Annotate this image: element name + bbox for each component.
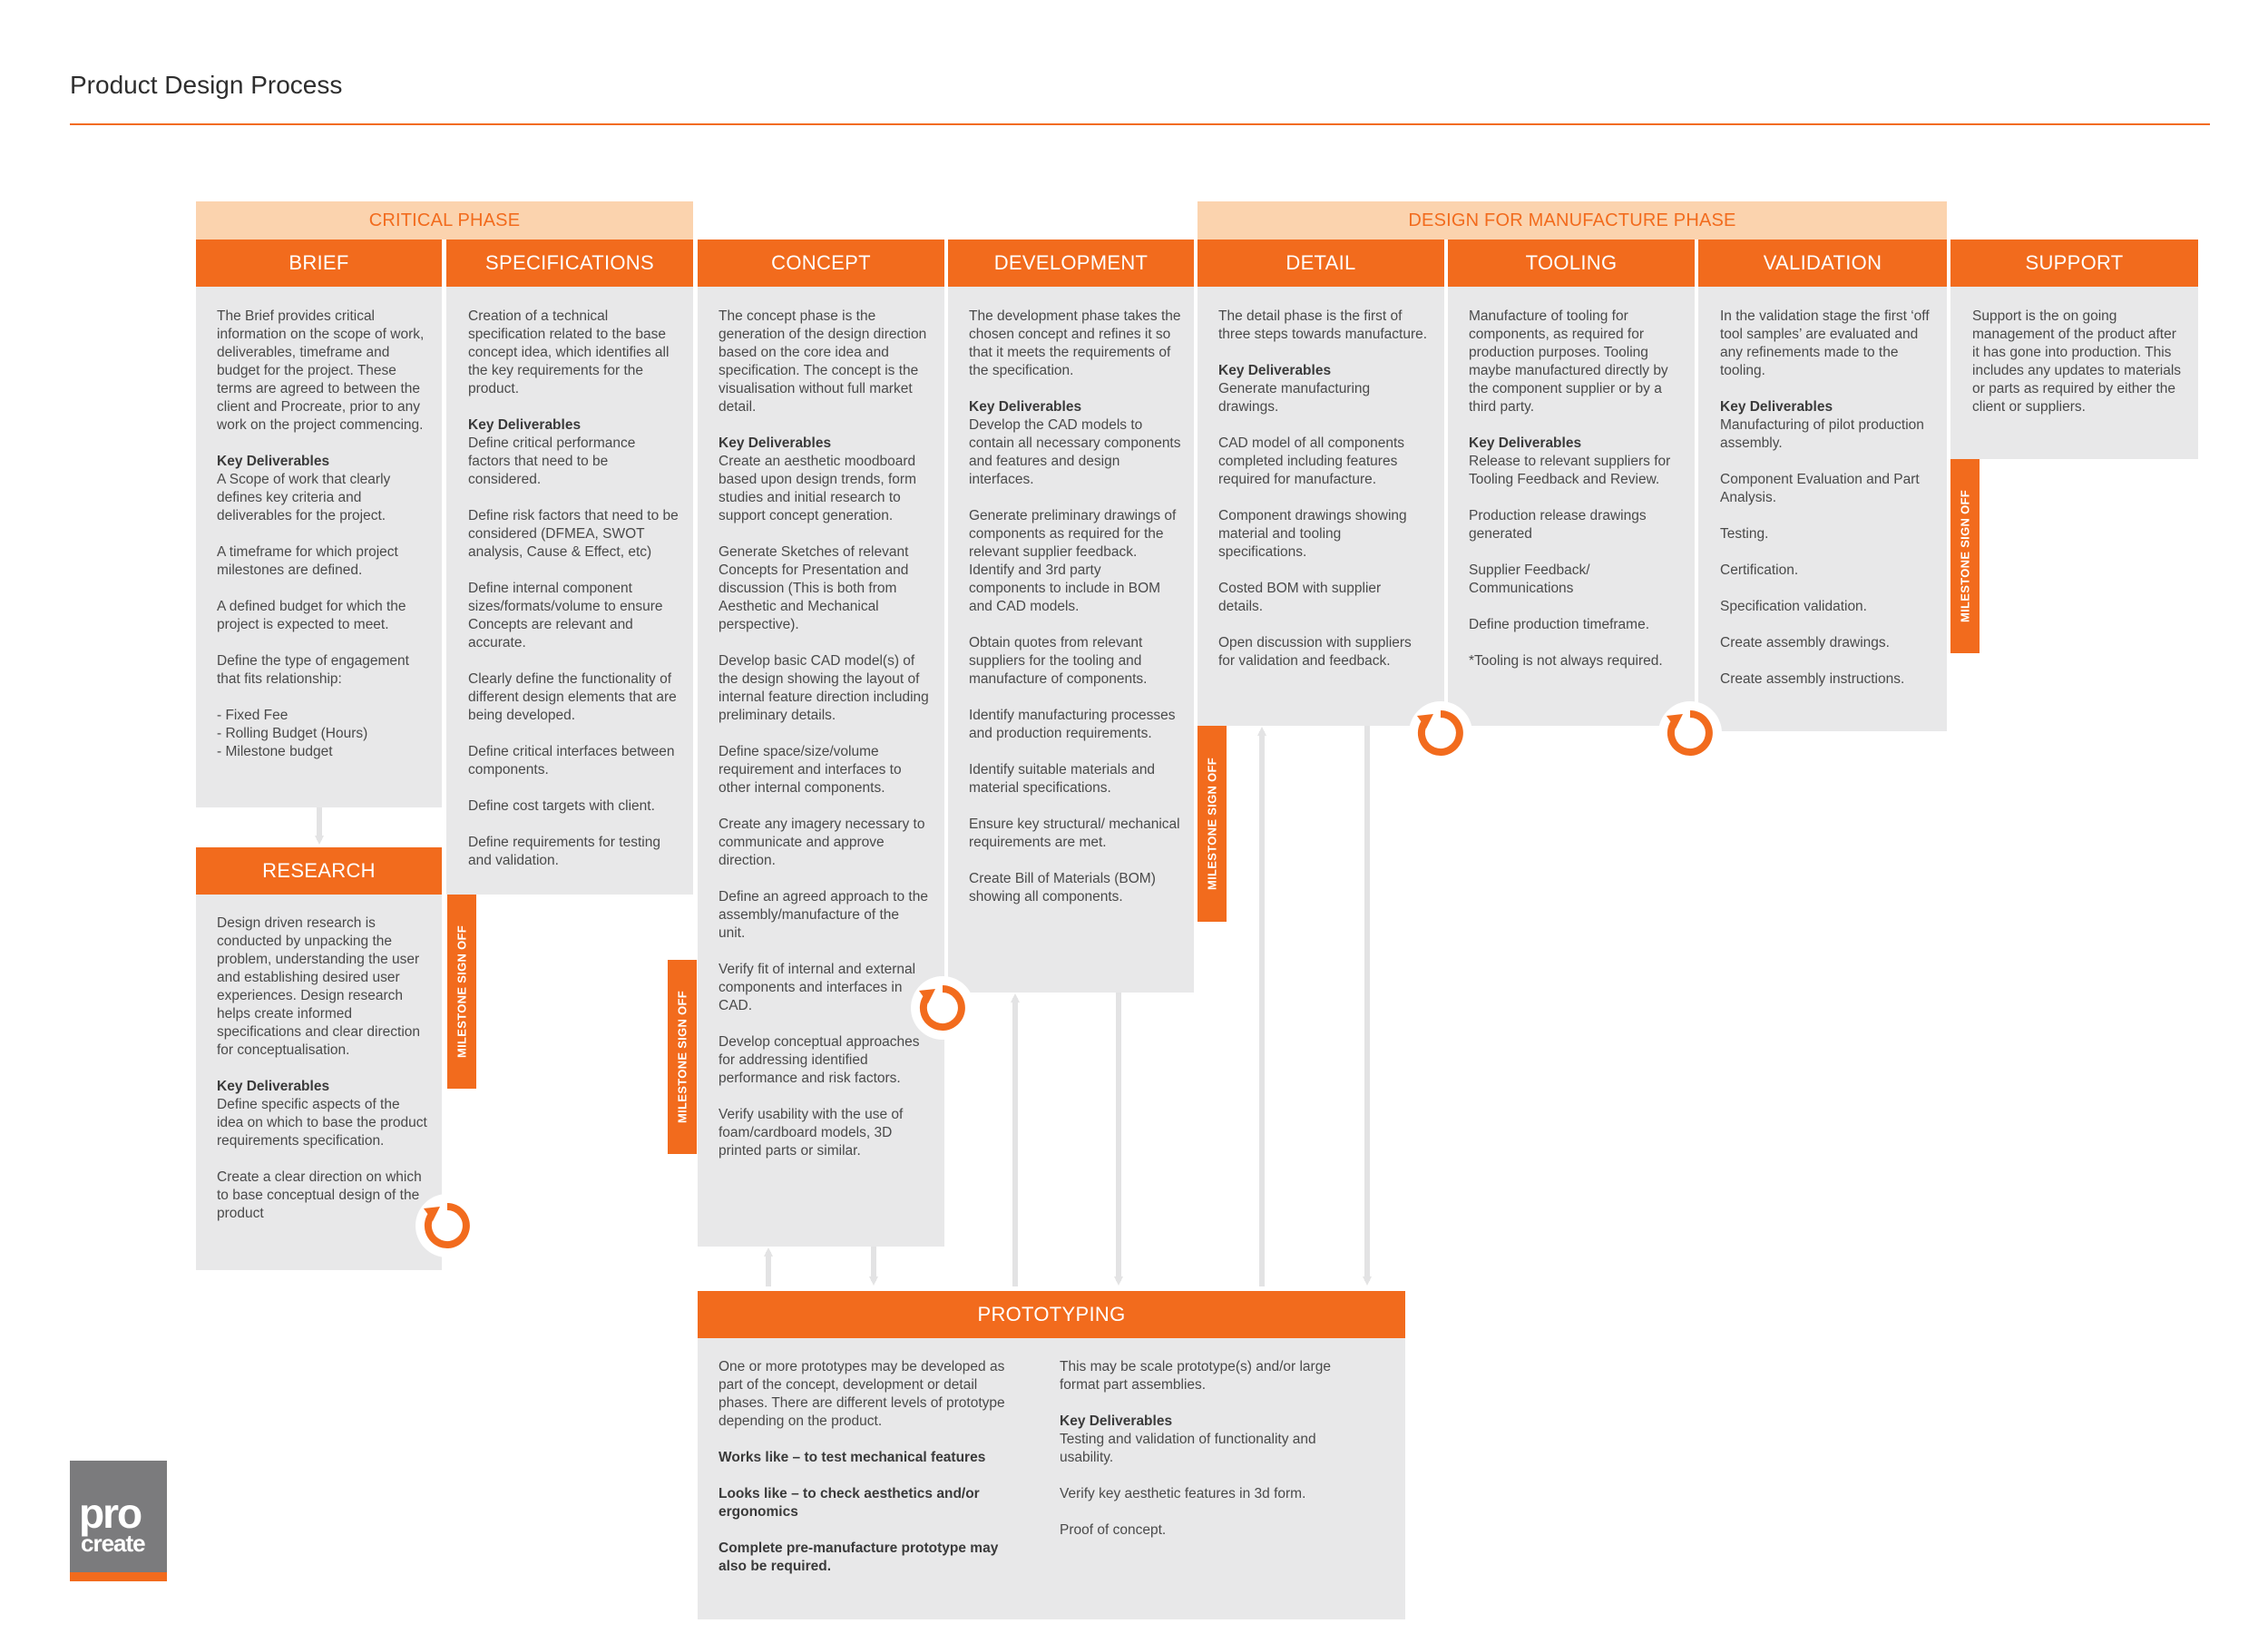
brief-engagement-list: - Fixed Fee - Rolling Budget (Hours) - Milestone budget <box>217 708 368 759</box>
specifications-intro: Creation of a technical specification related to the base concept idea, which identifies all the key requirements for the product. <box>468 308 670 396</box>
prototyping-kd-label: Key Deliverables <box>1060 1413 1173 1429</box>
concept-kd-text: Create an aesthetic moodboard based upon design trends, form studies and initial research to support concept generation. <box>719 454 916 523</box>
detail-drawings: Component drawings showing material and tooling specifications. <box>1218 508 1407 560</box>
detail-intro: The detail phase is the first of three steps towards manufacture. <box>1218 308 1428 342</box>
page-title: Product Design Process <box>70 71 343 99</box>
development-kd-text: Develop the CAD models to contain all necessary components and features and design interfaces. <box>969 417 1181 487</box>
research-intro: Design driven research is conducted by unpacking the problem, understanding the user and establishing desired user experiences. Design research helps create informed specifications and clear direction for conceptualisation. <box>217 915 421 1058</box>
development-structural: Ensure key structural/ mechanical requirements are met. <box>969 817 1180 850</box>
concept-header: CONCEPT <box>698 240 944 287</box>
detail-discussion: Open discussion with suppliers for validation and feedback. <box>1218 635 1412 669</box>
development-materials: Identify suitable materials and material specifications. <box>969 762 1156 796</box>
cycle-arrow-icon <box>415 1194 479 1257</box>
validation-evaluation: Component Evaluation and Part Analysis. <box>1720 472 1920 505</box>
tooling-release: Production release drawings generated <box>1469 508 1647 542</box>
tooling-feedback: Supplier Feedback/ Communications <box>1469 562 1590 596</box>
validation-certification: Certification. <box>1720 562 1799 578</box>
prototyping-intro: One or more prototypes may be developed as part of the concept, development or detail phases. There are different levels of prototype depending on the product. <box>719 1359 1005 1429</box>
detail-bom: Costed BOM with supplier details. <box>1218 581 1382 614</box>
prototyping-works-like: Works like – to test mechanical features <box>719 1450 986 1465</box>
prototyping-header: PROTOTYPING <box>698 1291 1405 1338</box>
brief-timeframe: A timeframe for which project milestones are defined. <box>217 544 398 578</box>
validation-kd-label: Key Deliverables <box>1720 399 1833 415</box>
specifications-interfaces: Define critical interfaces between components. <box>468 744 675 777</box>
brief-kd-text: A Scope of work that clearly defines key criteria and deliverables for the project. <box>217 472 391 523</box>
tooling-timeframe: Define production timeframe. <box>1469 617 1650 632</box>
specifications-kd-label: Key Deliverables <box>468 417 582 433</box>
logo-accent-bar <box>70 1572 167 1581</box>
concept-kd-label: Key Deliverables <box>719 435 832 451</box>
development-intro: The development phase takes the chosen concept and refines it so that it meets the requirements of the specification. <box>969 308 1181 378</box>
milestone-label: MILESTONE SIGN OFF <box>455 924 469 1059</box>
concept-verify-fit: Verify fit of internal and external components and interfaces in CAD. <box>719 962 916 1013</box>
prototyping-complete: Complete pre-manufacture prototype may also be required. <box>719 1540 999 1574</box>
research-header: RESEARCH <box>196 847 442 895</box>
concept-imagery: Create any imagery necessary to communicate and approve direction. <box>719 817 925 868</box>
validation-testing: Testing. <box>1720 526 1769 542</box>
specifications-cost: Define cost targets with client. <box>468 798 655 814</box>
tooling-kd-text: Release to relevant suppliers for Tooling Feedback and Review. <box>1469 454 1671 487</box>
detail-header: DETAIL <box>1198 240 1444 287</box>
validation-drawings: Create assembly drawings. <box>1720 635 1890 650</box>
specifications-kd-text: Define critical performance factors that need to be considered. <box>468 435 636 487</box>
development-processes: Identify manufacturing processes and production requirements. <box>969 708 1176 741</box>
tooling-kd-label: Key Deliverables <box>1469 435 1582 451</box>
tooling-header: TOOLING <box>1448 240 1695 287</box>
prototyping-aesthetic: Verify key aesthetic features in 3d form. <box>1060 1486 1306 1501</box>
milestone-label: MILESTONE SIGN OFF <box>1958 489 1972 623</box>
milestone-label: MILESTONE SIGN OFF <box>675 990 689 1124</box>
concept-space: Define space/size/volume requirement and interfaces to other internal components. <box>719 744 902 796</box>
concept-approaches: Develop conceptual approaches for addressing identified performance and risk factors. <box>719 1034 920 1086</box>
validation-spec: Specification validation. <box>1720 599 1867 614</box>
prototyping-looks-like: Looks like – to check aesthetics and/or ergonomics <box>719 1486 980 1520</box>
cycle-arrow-icon <box>1409 701 1472 765</box>
concept-sketches: Generate Sketches of relevant Concepts for Presentation and discussion (This is both from Aesthetic and Mechanical perspective). <box>719 544 909 632</box>
brief-engagement: Define the type of engagement that fits relationship: <box>217 653 409 687</box>
support-intro: Support is the on going management of the product after it has gone into production. This includes any updates to materials or parts as required by either the client or suppliers. <box>1972 308 2182 415</box>
cycle-arrow-icon <box>911 976 974 1040</box>
specifications-testing: Define requirements for testing and validation. <box>468 835 660 868</box>
specifications-risk: Define risk factors that need to be considered (DFMEA, SWOT analysis, Cause & Effect, etc) <box>468 508 679 560</box>
development-bom: Create Bill of Materials (BOM) showing all components. <box>969 871 1156 905</box>
validation-kd-text: Manufacturing of pilot production assembly. <box>1720 417 1924 451</box>
dfm-phase-band: DESIGN FOR MANUFACTURE PHASE <box>1198 201 1947 240</box>
tooling-intro: Manufacture of tooling for components, as required for production purposes. Tooling maybe manufactured directly by the component supplier or by a third party. <box>1469 308 1668 415</box>
validation-instructions: Create assembly instructions. <box>1720 671 1905 687</box>
development-drawings: Generate preliminary drawings of components as required for the relevant supplier feedback. Identify and 3rd party components to include in BOM and CAD models. <box>969 508 1177 614</box>
procreate-logo <box>70 1461 167 1581</box>
logo-wordmark-main: pro <box>79 1490 142 1537</box>
development-quotes: Obtain quotes from relevant suppliers for the tooling and manufacture of components. <box>969 635 1148 687</box>
tooling-note: *Tooling is not always required. <box>1469 653 1663 669</box>
brief-kd-label: Key Deliverables <box>217 454 330 469</box>
specifications-internal: Define internal component sizes/formats/volume to ensure Concepts are relevant and accurate. <box>468 581 663 650</box>
research-kd-text: Define specific aspects of the idea on which to base the product requirements specification. <box>217 1097 427 1149</box>
support-header: SUPPORT <box>1950 240 2198 287</box>
research-kd-label: Key Deliverables <box>217 1079 330 1094</box>
concept-intro: The concept phase is the generation of the design direction based on the core idea and specification. The concept is the visualisation without full market detail. <box>719 308 927 415</box>
prototyping-proof: Proof of concept. <box>1060 1522 1167 1538</box>
prototyping-scale: This may be scale prototype(s) and/or large format part assemblies. <box>1060 1359 1331 1393</box>
research-direction: Create a clear direction on which to base conceptual design of the product <box>217 1169 422 1221</box>
brief-budget: A defined budget for which the project is expected to meet. <box>217 599 406 632</box>
logo-wordmark-sub: create <box>81 1530 145 1557</box>
cycle-arrow-icon <box>1658 701 1722 765</box>
detail-kd-label: Key Deliverables <box>1218 363 1332 378</box>
concept-cad: Develop basic CAD model(s) of the design showing the layout of internal feature direction including preliminary details. <box>719 653 929 723</box>
validation-intro: In the validation stage the first ‘off tool samples’ are evaluated and any refinements made to the tooling. <box>1720 308 1930 378</box>
detail-cad: CAD model of all components completed including features required for manufacture. <box>1218 435 1405 487</box>
specifications-header: SPECIFICATIONS <box>446 240 693 287</box>
validation-header: VALIDATION <box>1698 240 1947 287</box>
prototyping-kd-text: Testing and validation of functionality and usability. <box>1060 1432 1316 1465</box>
milestone-label: MILESTONE SIGN OFF <box>1205 757 1219 891</box>
development-header: DEVELOPMENT <box>948 240 1194 287</box>
specifications-functionality: Clearly define the functionality of different design elements that are being developed. <box>468 671 677 723</box>
brief-intro: The Brief provides critical information on the scope of work, deliverables, timeframe and budget for the project. These terms are agreed to between the client and Procreate, prior to any work on the project commencing. <box>217 308 425 433</box>
concept-assembly: Define an agreed approach to the assembly/manufacture of the unit. <box>719 889 928 941</box>
detail-kd-text: Generate manufacturing drawings. <box>1218 381 1371 415</box>
development-kd-label: Key Deliverables <box>969 399 1082 415</box>
brief-header: BRIEF <box>196 240 442 287</box>
concept-usability: Verify usability with the use of foam/cardboard models, 3D printed parts or similar. <box>719 1107 904 1159</box>
critical-phase-band: CRITICAL PHASE <box>196 201 693 240</box>
